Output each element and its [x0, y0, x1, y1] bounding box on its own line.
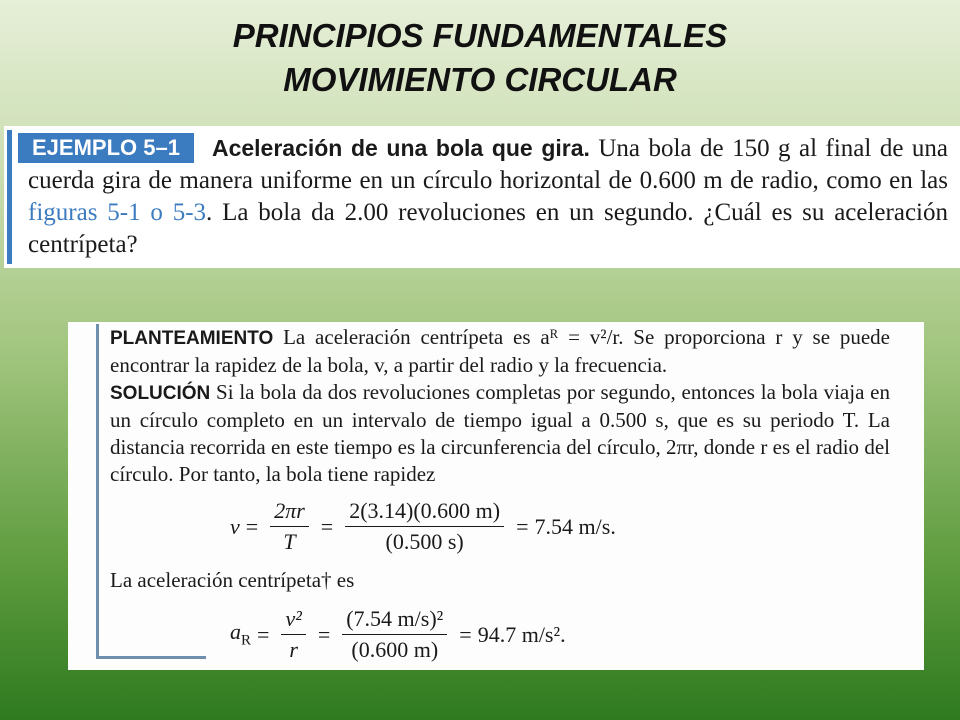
eq2-fraction-2	[342, 606, 447, 663]
eq1-fraction-2	[345, 498, 504, 555]
equation-acceleration	[230, 606, 566, 663]
solution-box	[68, 322, 924, 670]
example-box	[4, 126, 960, 268]
eq1-equals-3: =	[516, 513, 529, 539]
planteamiento-label: PLANTEAMIENTO	[110, 328, 274, 349]
eq1-lhs: v	[230, 513, 240, 539]
eq1-equals-2: =	[320, 513, 334, 539]
eq2-lhs-symbol: a	[230, 619, 241, 645]
eq1-frac1-num: 2πr	[270, 498, 309, 527]
example-body-1: Una bola de 150 g al final de una cuerda gira de manera uniforme en un círculo horizontal de 0.600 m de radio, como en las	[28, 135, 948, 194]
eq2-result: 94.7 m/s².	[477, 621, 566, 647]
eq2-equals-1: =	[257, 621, 270, 647]
solution-bottom-rule	[96, 656, 206, 659]
slide-title	[0, 14, 960, 102]
solucion-label: SOLUCIÓN	[110, 383, 211, 404]
eq1-fraction-1	[270, 498, 309, 555]
eq2-frac1-den: r	[289, 637, 298, 662]
eq2-frac1-num: v²	[281, 606, 305, 635]
example-left-rule	[7, 130, 12, 264]
middle-text: La aceleración centrípeta† es	[110, 568, 355, 592]
eq1-result: 7.54 m/s.	[534, 513, 616, 539]
solucion-paragraph	[110, 379, 890, 488]
title-line-2: MOVIMIENTO CIRCULAR	[283, 61, 677, 98]
solution-paragraphs	[110, 324, 890, 488]
eq2-equals-3: =	[459, 621, 472, 647]
eq1-frac2-den: (0.500 s)	[385, 529, 464, 554]
eq1-frac1-den: T	[283, 529, 296, 554]
eq2-frac2-num: (7.54 m/s)²	[342, 606, 447, 635]
eq2-lhs	[230, 619, 251, 649]
planteamiento-text: La aceleración centrípeta es aᴿ = v²/r. Se proporciona r y se puede encontrar la rapidez de la bola, v, a partir del radio y la frecuencia.	[110, 325, 890, 377]
example-text	[28, 132, 948, 261]
solucion-text: Si la bola da dos revoluciones completas por segundo, entonces la bola viaja en un círculo completo en un intervalo de tiempo igual a 0.500 s, que es su periodo T. La distancia recorrida en este tiempo es la circunferencia del círculo, 2πr, donde r es el radio del círculo. Por tanto, la bola tiene rapidez	[110, 380, 890, 486]
solution-left-rule	[96, 324, 99, 658]
planteamiento-paragraph	[110, 324, 890, 379]
eq2-frac2-den: (0.600 m)	[351, 637, 439, 662]
example-heading: Aceleración de una bola que gira.	[211, 135, 590, 161]
example-badge: EJEMPLO 5–1	[18, 133, 194, 163]
eq1-equals-1: =	[245, 513, 259, 539]
eq2-equals-2: =	[317, 621, 331, 647]
eq2-lhs-subscript: R	[241, 632, 252, 649]
eq1-frac2-num: 2(3.14)(0.600 m)	[345, 498, 504, 527]
eq2-fraction-1	[281, 606, 305, 663]
example-body-2: . La bola da 2.00 revoluciones en un segundo. ¿Cuál es su aceleración centrípeta?	[28, 199, 948, 258]
figures-link[interactable]: figuras 5-1 o 5-3	[28, 199, 207, 226]
title-line-1: PRINCIPIOS FUNDAMENTALES	[232, 17, 728, 54]
equation-velocity	[230, 498, 616, 555]
